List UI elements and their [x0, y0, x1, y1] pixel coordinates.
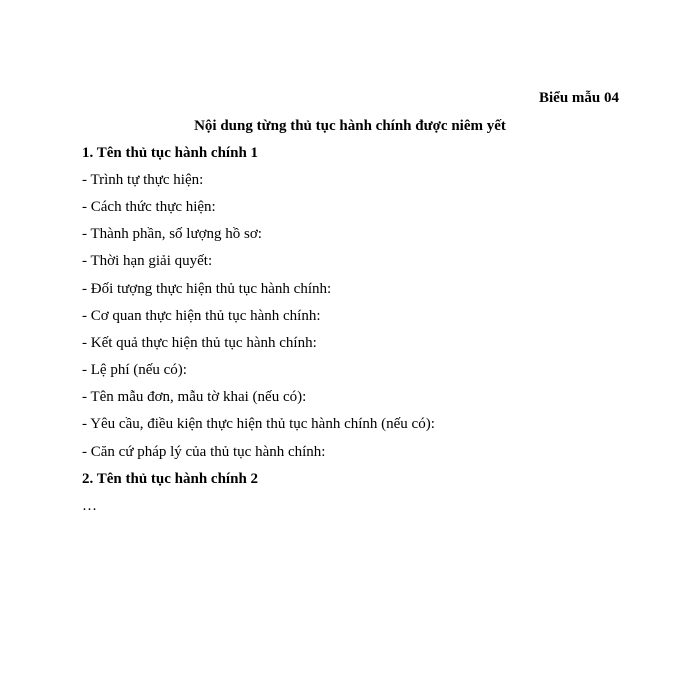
form-code-label: Biểu mẫu 04 — [538, 90, 619, 106]
field-fee: - Lệ phí (nếu có): — [82, 362, 187, 378]
field-dossier-components: - Thành phần, số lượng hồ sơ: — [82, 226, 262, 242]
field-processing-time: - Thời hạn giải quyết: — [82, 253, 213, 269]
field-requirements: - Yêu cầu, điều kiện thực hiện thủ tục hành chính (nếu có): — [82, 416, 435, 432]
section-2-heading: 2. Tên thủ tục hành chính 2 — [82, 471, 259, 487]
document-title: Nội dung từng thủ tục hành chính được niêm yết — [194, 118, 506, 134]
continuation-ellipsis: … — [82, 498, 97, 514]
field-agency: - Cơ quan thực hiện thủ tục hành chính: — [82, 308, 321, 324]
field-result: - Kết quả thực hiện thủ tục hành chính: — [82, 335, 317, 351]
field-procedure-steps: - Trình tự thực hiện: — [82, 172, 204, 188]
field-form-names: - Tên mẫu đơn, mẫu tờ khai (nếu có): — [82, 389, 307, 405]
field-legal-basis: - Căn cứ pháp lý của thủ tục hành chính: — [82, 444, 326, 460]
field-method: - Cách thức thực hiện: — [82, 199, 216, 215]
section-1-heading: 1. Tên thủ tục hành chính 1 — [82, 145, 259, 161]
field-subjects: - Đối tượng thực hiện thủ tục hành chính: — [82, 281, 332, 297]
